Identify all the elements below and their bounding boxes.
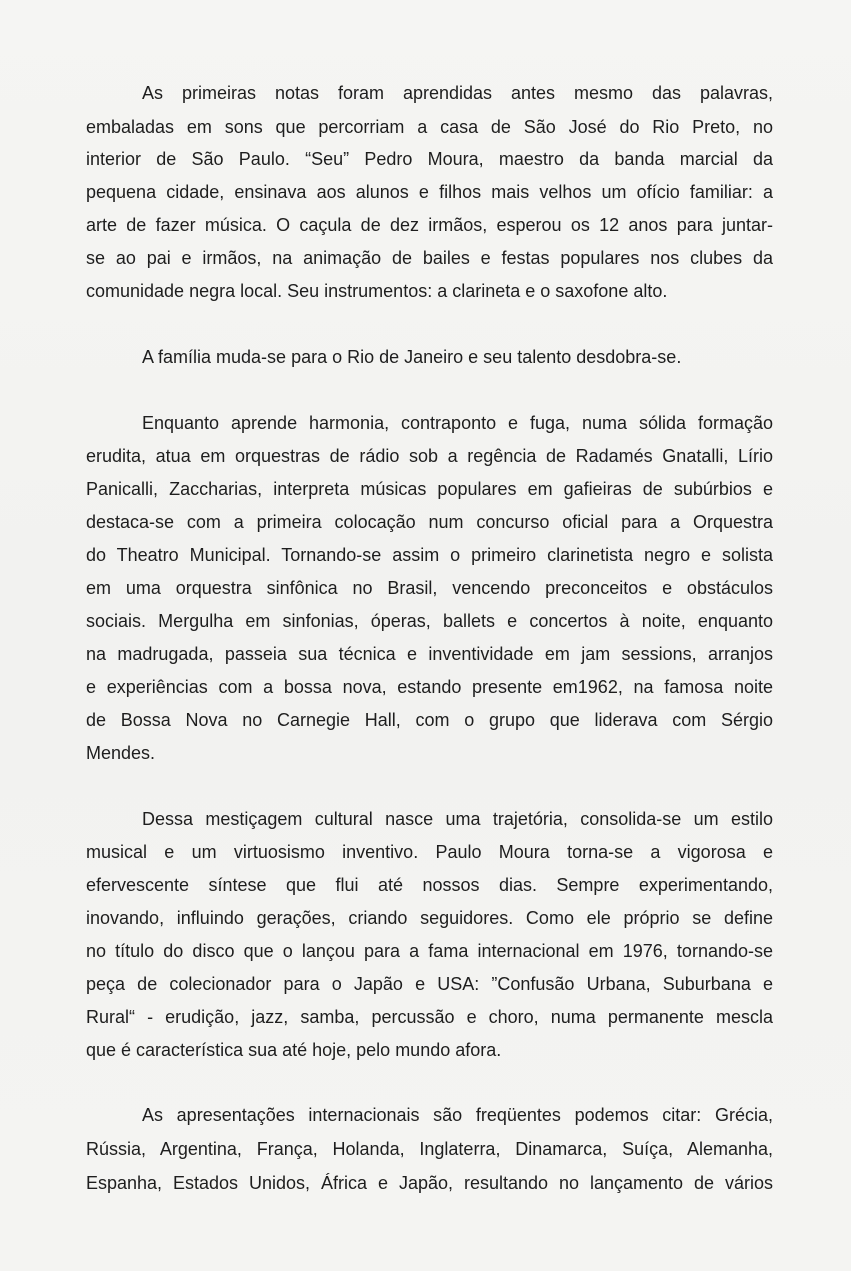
paragraph-3-line-11: Mendes. — [86, 743, 156, 763]
paragraph-3-line-4: destaca-se com a primeira colocação num concurso oficial para a Orquestra — [86, 512, 773, 532]
paragraph-1-line-1: As primeiras notas foram aprendidas antes mesmo das palavras, — [142, 83, 773, 103]
paragraph-3-line-2: erudita, atua em orquestras de rádio sob a regência de Radamés Gnatalli, Lírio — [86, 446, 773, 466]
paragraph-5-line-1: As apresentações internacionais são freqüentes podemos citar: Grécia, — [142, 1105, 773, 1125]
paragraph-3-line-8: na madrugada, passeia sua técnica e inventividade em jam sessions, arranjos — [86, 644, 773, 664]
paragraph-5-line-3: Espanha, Estados Unidos, África e Japão, resultando no lançamento de vários — [86, 1173, 773, 1193]
paragraph-3-line-7: sociais. Mergulha em sinfonias, óperas, ballets e concertos à noite, enquanto — [86, 611, 773, 631]
paragraph-3-line-1: Enquanto aprende harmonia, contraponto e fuga, numa sólida formação — [142, 413, 773, 433]
paragraph-1-line-7: comunidade negra local. Seu instrumentos: a clarineta e o saxofone alto. — [86, 281, 668, 301]
paragraph-4-line-6: peça de colecionador para o Japão e USA: ”Confusão Urbana, Suburbana e — [86, 974, 773, 994]
paragraph-1-line-4: pequena cidade, ensinava aos alunos e filhos mais velhos um ofício familiar: a — [86, 182, 773, 202]
paragraph-4-line-4: inovando, influindo gerações, criando seguidores. Como ele próprio se define — [86, 908, 773, 928]
paragraph-4-line-3: efervescente síntese que flui até nossos dias. Sempre experimentando, — [86, 875, 773, 895]
paragraph-4-line-1: Dessa mestiçagem cultural nasce uma trajetória, consolida-se um estilo — [142, 809, 773, 829]
paragraph-3-line-9: e experiências com a bossa nova, estando presente em1962, na famosa noite — [86, 677, 773, 697]
paragraph-4-line-7: Rural“ - erudição, jazz, samba, percussão e choro, numa permanente mescla — [86, 1007, 773, 1027]
paragraph-4-line-2: musical e um virtuosismo inventivo. Paulo Moura torna-se a vigorosa e — [86, 842, 773, 862]
paragraph-3-line-5: do Theatro Municipal. Tornando-se assim o primeiro clarinetista negro e solista — [86, 545, 773, 565]
paragraph-1-line-3: interior de São Paulo. “Seu” Pedro Moura, maestro da banda marcial da — [86, 149, 773, 169]
paragraph-3-line-6: em uma orquestra sinfônica no Brasil, vencendo preconceitos e obstáculos — [86, 578, 773, 598]
paragraph-2-line-1: A família muda-se para o Rio de Janeiro e seu talento desdobra-se. — [142, 347, 682, 367]
paragraph-5-line-2: Rússia, Argentina, França, Holanda, Inglaterra, Dinamarca, Suíça, Alemanha, — [86, 1139, 773, 1159]
paragraph-4-line-8: que é característica sua até hoje, pelo mundo afora. — [86, 1040, 502, 1060]
paragraph-1-line-6: se ao pai e irmãos, na animação de bailes e festas populares nos clubes da — [86, 248, 773, 268]
paragraph-3-line-3: Panicalli, Zaccharias, interpreta músicas populares em gafieiras de subúrbios e — [86, 479, 773, 499]
paragraph-4-line-5: no título do disco que o lançou para a fama internacional em 1976, tornando-se — [86, 941, 773, 961]
paragraph-3-line-10: de Bossa Nova no Carnegie Hall, com o grupo que liderava com Sérgio — [86, 710, 773, 730]
paragraph-1-line-5: arte de fazer música. O caçula de dez irmãos, esperou os 12 anos para juntar- — [86, 215, 773, 235]
paragraph-1-line-2: embaladas em sons que percorriam a casa de São José do Rio Preto, no — [86, 117, 773, 137]
